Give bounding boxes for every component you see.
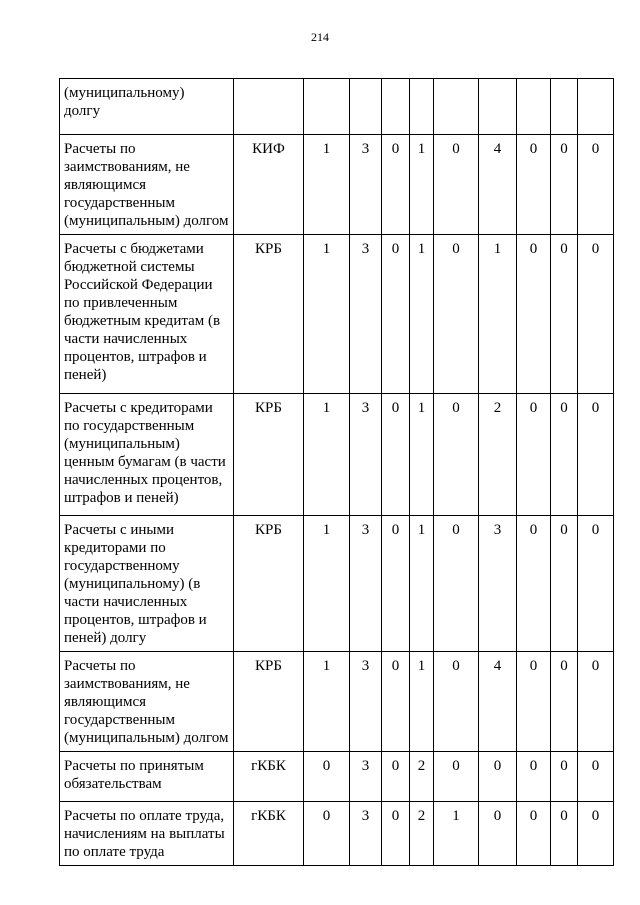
account-digit-cell: 0: [382, 752, 410, 802]
account-digit-cell: 0: [578, 394, 614, 516]
account-digit-cell: [382, 79, 410, 135]
account-digit-cell: 3: [350, 135, 382, 235]
account-name-cell: Расчеты с бюджетами бюджетной системы Российской Федерации по привлеченным бюджетным кредитам (в части начисленных процентов, штрафов и пеней): [60, 235, 234, 394]
account-digit-cell: 0: [434, 235, 479, 394]
account-digit-cell: 0: [479, 802, 517, 866]
account-digit-cell: 1: [304, 516, 350, 652]
page-number: 214: [311, 30, 329, 44]
account-digit-cell: [479, 79, 517, 135]
table-row: [60, 752, 614, 802]
account-digit-cell: 0: [382, 135, 410, 235]
account-digit-cell: 0: [551, 235, 578, 394]
account-name-cell: Расчеты по оплате труда, начислениям на выплаты по оплате труда: [60, 802, 234, 866]
account-digit-cell: 0: [551, 752, 578, 802]
account-digit-cell: 3: [350, 802, 382, 866]
account-digit-cell: 1: [304, 652, 350, 752]
account-digit-cell: 0: [434, 752, 479, 802]
table-row: [60, 394, 614, 516]
account-digit-cell: 0: [304, 802, 350, 866]
account-digit-cell: 1: [410, 235, 434, 394]
account-digit-cell: 0: [551, 394, 578, 516]
account-digit-cell: 1: [410, 652, 434, 752]
account-digit-cell: 0: [382, 652, 410, 752]
account-digit-cell: 3: [350, 652, 382, 752]
account-digit-cell: 0: [382, 394, 410, 516]
account-digit-cell: 0: [517, 516, 551, 652]
table-row: [60, 235, 614, 394]
account-digit-cell: 0: [434, 516, 479, 652]
account-digit-cell: [517, 79, 551, 135]
account-digit-cell: 2: [410, 802, 434, 866]
account-digit-cell: 0: [578, 802, 614, 866]
account-digit-cell: 0: [578, 516, 614, 652]
account-digit-cell: 0: [517, 652, 551, 752]
account-digit-cell: [304, 79, 350, 135]
account-code-cell: КРБ: [234, 516, 304, 652]
account-digit-cell: 1: [410, 394, 434, 516]
account-digit-cell: [551, 79, 578, 135]
account-digit-cell: 0: [434, 135, 479, 235]
account-digit-cell: 1: [410, 135, 434, 235]
account-code-cell: КРБ: [234, 652, 304, 752]
table-row: [60, 652, 614, 752]
account-digit-cell: 0: [551, 802, 578, 866]
account-digit-cell: 0: [517, 752, 551, 802]
table-row: [60, 79, 614, 135]
account-digit-cell: 0: [304, 752, 350, 802]
account-name-cell: Расчеты по заимствованиям, не являющимся государственным (муниципальным) долгом: [60, 135, 234, 235]
account-name-cell: (муниципальному) долгу: [60, 79, 234, 135]
account-digit-cell: 3: [350, 394, 382, 516]
account-digit-cell: 3: [350, 235, 382, 394]
account-digit-cell: [410, 79, 434, 135]
account-digit-cell: 4: [479, 652, 517, 752]
account-digit-cell: 0: [382, 235, 410, 394]
account-digit-cell: 0: [551, 135, 578, 235]
account-digit-cell: 3: [350, 516, 382, 652]
table-row: [60, 135, 614, 235]
account-digit-cell: 3: [350, 752, 382, 802]
account-digit-cell: 0: [517, 802, 551, 866]
account-digit-cell: 1: [304, 135, 350, 235]
account-digit-cell: 0: [551, 652, 578, 752]
account-digit-cell: 0: [517, 135, 551, 235]
account-digit-cell: 1: [479, 235, 517, 394]
account-name-cell: Расчеты с кредиторами по государственным (муниципальным) ценным бумагам (в части начисленных процентов, штрафов и пеней): [60, 394, 234, 516]
account-digit-cell: 0: [382, 516, 410, 652]
account-code-cell: КРБ: [234, 394, 304, 516]
account-digit-cell: 0: [434, 652, 479, 752]
account-digit-cell: 0: [578, 652, 614, 752]
accounts-table: [59, 78, 614, 866]
account-digit-cell: 0: [517, 394, 551, 516]
account-code-cell: гКБК: [234, 802, 304, 866]
account-code-cell: [234, 79, 304, 135]
account-digit-cell: 0: [578, 752, 614, 802]
account-name-cell: Расчеты по принятым обязательствам: [60, 752, 234, 802]
account-digit-cell: 0: [551, 516, 578, 652]
account-digit-cell: 1: [434, 802, 479, 866]
account-digit-cell: 1: [304, 394, 350, 516]
account-digit-cell: [434, 79, 479, 135]
account-digit-cell: 0: [479, 752, 517, 802]
account-code-cell: КИФ: [234, 135, 304, 235]
account-digit-cell: 2: [479, 394, 517, 516]
account-digit-cell: 0: [434, 394, 479, 516]
account-name-cell: Расчеты с иными кредиторами по государственному (муниципальному) (в части начисленных процентов, штрафов и пеней) долгу: [60, 516, 234, 652]
account-digit-cell: 4: [479, 135, 517, 235]
account-digit-cell: 0: [578, 135, 614, 235]
account-code-cell: гКБК: [234, 752, 304, 802]
table-row: [60, 802, 614, 866]
account-name-cell: Расчеты по заимствованиям, не являющимся государственным (муниципальным) долгом: [60, 652, 234, 752]
account-digit-cell: [350, 79, 382, 135]
account-digit-cell: 0: [382, 802, 410, 866]
account-code-cell: КРБ: [234, 235, 304, 394]
account-digit-cell: 1: [410, 516, 434, 652]
account-digit-cell: 2: [410, 752, 434, 802]
account-digit-cell: [578, 79, 614, 135]
account-digit-cell: 3: [479, 516, 517, 652]
table-row: [60, 516, 614, 652]
account-digit-cell: 1: [304, 235, 350, 394]
account-digit-cell: 0: [578, 235, 614, 394]
account-digit-cell: 0: [517, 235, 551, 394]
